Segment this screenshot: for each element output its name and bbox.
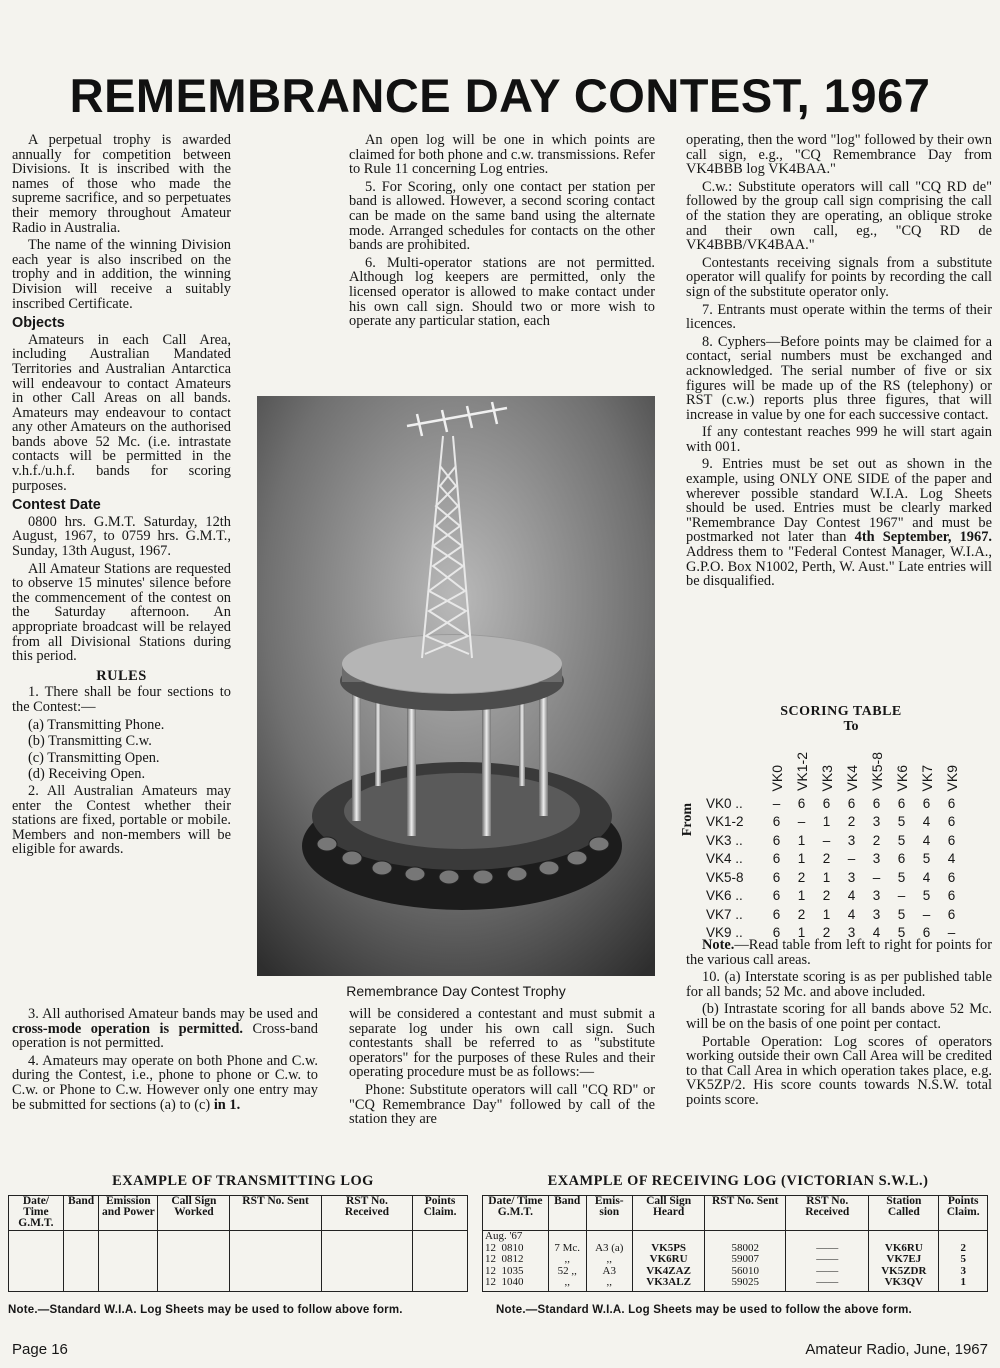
column-2 bbox=[349, 133, 655, 332]
tx-cell bbox=[9, 1231, 64, 1292]
scoring-cell: 6 bbox=[897, 851, 906, 867]
scoring-cell: 3 bbox=[847, 925, 856, 941]
phone-substitute-paragraph: Phone: Substitute operators will call "CQ RD" or "CQ Remembrance Day" followed by call of the station they are bbox=[349, 1081, 655, 1128]
scoring-cell: 6 bbox=[772, 906, 781, 922]
scoring-cell: 6 bbox=[947, 795, 956, 811]
scoring-cell: 3 bbox=[872, 906, 881, 922]
rx-header-rst-received: RST No. Received bbox=[786, 1196, 869, 1231]
scoring-cell: 2 bbox=[822, 925, 831, 941]
scoring-cell: – bbox=[947, 925, 956, 941]
rule-10a: 10. (a) Interstate scoring is as per published table for all bands; 52 Mc. and above included. bbox=[686, 969, 992, 1000]
section-item: (a) Transmitting Phone. bbox=[28, 716, 165, 733]
scoring-cell: 3 bbox=[872, 851, 881, 867]
scoring-column-header bbox=[889, 734, 914, 794]
scoring-table-block bbox=[686, 704, 996, 942]
scoring-row-label: VK1-2 bbox=[706, 814, 744, 830]
objects-paragraph: Amateurs in each Call Area, including Australian Mandated Territories and Australian Antarctica will endeavour to contact Amateurs in other Call Areas on all bands. Amateurs may endeavour to contact any other Amateurs on the authorised bands above 52 Mc. (i.e. intrastate contacts will be permitted in the v.h.f./u.h.f. bands for scoring purposes. bbox=[12, 331, 231, 494]
rx-header-points: Points Claim. bbox=[939, 1196, 988, 1231]
scoring-cell: 2 bbox=[797, 906, 806, 922]
scoring-cell: 5 bbox=[897, 869, 906, 885]
scoring-cell: 6 bbox=[772, 814, 781, 830]
rx-emission-cell: A3 (a) ,, A3 ,, bbox=[586, 1231, 632, 1292]
rules-heading: RULES bbox=[96, 667, 147, 684]
scoring-cell: 2 bbox=[847, 814, 856, 830]
tx-header-call-sign: Call Sign Worked bbox=[158, 1196, 230, 1231]
scoring-cell: 1 bbox=[822, 869, 831, 885]
table-row bbox=[9, 1231, 468, 1292]
scoring-cell: – bbox=[872, 869, 881, 885]
scoring-cell: 6 bbox=[772, 925, 781, 941]
transmitting-log-table bbox=[8, 1195, 468, 1292]
scoring-cell: 6 bbox=[772, 869, 781, 885]
scoring-column-header bbox=[939, 734, 964, 794]
scoring-cell: 6 bbox=[947, 869, 956, 885]
scoring-cell: 4 bbox=[922, 869, 931, 885]
trophy-photo bbox=[257, 396, 655, 976]
section-item: (d) Receiving Open. bbox=[28, 766, 146, 783]
scoring-cell: 5 bbox=[897, 925, 906, 941]
scoring-table-to-label: To bbox=[843, 719, 859, 734]
rule-9: 9. Entries must be set out as shown in the example, using ONLY ONE SIDE of the paper and wherever possible standard W.I.A. Log Sheets should be used. Entries must be clearly marked "Remembrance Day Contest 1967" and must be postmarked not later than 4th September, 1967. Address them to "Federal Contest Manager, W.I.A., G.P.O. Box N1002, Perth, W. Aust." Late entries will be disqualified. bbox=[686, 456, 992, 590]
column-1 bbox=[12, 133, 231, 860]
rx-header-call-sign: Call Sign Heard bbox=[632, 1196, 704, 1231]
scoring-cell: 1 bbox=[797, 888, 806, 904]
scoring-cell: 6 bbox=[947, 814, 956, 830]
scoring-cell: 5 bbox=[897, 814, 906, 830]
scoring-column-label: VK6 bbox=[893, 764, 910, 791]
scoring-cell: 6 bbox=[897, 795, 906, 811]
scoring-cell: 3 bbox=[847, 869, 856, 885]
rx-header-date: Date/ Time G.M.T. bbox=[483, 1196, 549, 1231]
rule-8-reset: If any contestant reaches 999 he will start again with 001. bbox=[686, 424, 992, 455]
contest-date-paragraph: 0800 hrs. G.M.T. Saturday, 12th August, 1967, to 0759 hrs. G.M.T., Sunday, 13th August, 1967. bbox=[12, 513, 231, 560]
rule-3: 3. All authorised Amateur bands may be used and cross-mode operation is permitted. Cross-band operation is not permitted. bbox=[12, 1006, 318, 1052]
contest-date-heading: Contest Date bbox=[12, 497, 101, 514]
scoring-row-label: VK4 .. bbox=[706, 851, 743, 867]
scoring-cell: 6 bbox=[772, 832, 781, 848]
scoring-cell: – bbox=[922, 906, 931, 922]
scoring-cell: 4 bbox=[922, 832, 931, 848]
scoring-table-from-label: From bbox=[680, 803, 695, 837]
scoring-row-label: VK5-8 bbox=[706, 869, 744, 885]
scoring-row-label: VK6 .. bbox=[706, 888, 743, 904]
scoring-cell: 6 bbox=[847, 795, 856, 811]
rule-5: 5. For Scoring, only one contact per station per band is allowed. However, a second scoring contact can be made on the same band using the alternate mode. Arranged schedules for contacts on the other bands are prohibited. bbox=[349, 178, 655, 254]
scoring-cell: – bbox=[847, 851, 856, 867]
tx-header-points: Points Claim. bbox=[413, 1196, 468, 1231]
scoring-note: Note.—Read table from left to right for points for the various call areas. bbox=[686, 937, 992, 968]
scoring-table-title: SCORING TABLE bbox=[780, 704, 902, 719]
phone-substitute-continued: operating, then the word "log" followed by their own call sign, e.g., "CQ Remembrance Day from VK4BBB log VK4BAA." bbox=[686, 132, 992, 178]
rx-header-station-called: Station Called bbox=[869, 1196, 939, 1231]
scoring-column-header bbox=[764, 734, 789, 794]
cw-substitute-paragraph: C.w.: Substitute operators will call "CQ RD de" followed by the group call sign comprising the call of the station they are operating, an oblique stroke and their own call, eg., "CQ RD de VK4BBB/VK4BAA." bbox=[686, 178, 992, 254]
scoring-cell: 6 bbox=[772, 851, 781, 867]
publication-name: Amateur Radio, June, 1967 bbox=[805, 1341, 988, 1358]
rx-rst-sent-cell: 58002 59007 56010 59025 bbox=[705, 1231, 786, 1292]
scoring-cell: 6 bbox=[922, 925, 931, 941]
tx-cell bbox=[99, 1231, 158, 1292]
scoring-column-label: VK0 bbox=[768, 764, 785, 791]
scoring-row-label: VK3 .. bbox=[706, 832, 743, 848]
scoring-cell: 3 bbox=[872, 888, 881, 904]
scoring-column-header bbox=[789, 734, 814, 794]
scoring-cell: – bbox=[797, 814, 806, 830]
scoring-column-label: VK3 bbox=[818, 764, 835, 791]
table-row bbox=[706, 794, 964, 813]
table-row bbox=[706, 850, 964, 869]
scoring-column-label: VK1-2 bbox=[793, 752, 810, 791]
page-number: Page 16 bbox=[12, 1341, 68, 1358]
scoring-cell: 5 bbox=[922, 888, 931, 904]
column-1-lower bbox=[12, 1007, 318, 1115]
winning-division-paragraph: The name of the winning Division each year is also inscribed on the trophy and in addition, the winning Division will receive a suitably inscribed Certificate. bbox=[12, 237, 231, 312]
receiving-paragraph: Contestants receiving signals from a substitute operator will qualify for points by recording the call sign of the substitute operator only. bbox=[686, 254, 992, 300]
transmitting-log-note: Note.—Standard W.I.A. Log Sheets may be used to follow above form. bbox=[8, 1304, 403, 1316]
scoring-cell: 6 bbox=[922, 795, 931, 811]
tx-header-date: Date/ Time G.M.T. bbox=[9, 1196, 64, 1231]
tx-header-emission: Emission and Power bbox=[99, 1196, 158, 1231]
scoring-cell: – bbox=[822, 832, 831, 848]
scoring-cell: – bbox=[772, 795, 781, 811]
rx-rst-received-cell: —— —— —— —— bbox=[786, 1231, 869, 1292]
scoring-column-header bbox=[839, 734, 864, 794]
rx-header-rst-sent: RST No. Sent bbox=[705, 1196, 786, 1231]
scoring-cell: 1 bbox=[822, 906, 831, 922]
scoring-cell: 4 bbox=[922, 814, 931, 830]
scoring-cell: 1 bbox=[822, 814, 831, 830]
scoring-cell: 6 bbox=[872, 795, 881, 811]
scoring-table bbox=[706, 734, 964, 942]
rx-band-cell: 7 Mc. ,, 52 ,, ,, bbox=[548, 1231, 586, 1292]
scoring-cell: 6 bbox=[947, 832, 956, 848]
table-row bbox=[706, 905, 964, 924]
scoring-cell: 2 bbox=[822, 851, 831, 867]
table-row bbox=[483, 1231, 988, 1292]
objects-heading: Objects bbox=[12, 315, 65, 332]
scoring-column-label: VK9 bbox=[943, 764, 960, 791]
tx-cell bbox=[158, 1231, 230, 1292]
scoring-cell: 2 bbox=[872, 832, 881, 848]
scoring-cell: 2 bbox=[822, 888, 831, 904]
scoring-cell: 6 bbox=[797, 795, 806, 811]
scoring-cell: 5 bbox=[922, 851, 931, 867]
scoring-column-header bbox=[814, 734, 839, 794]
rx-date-cell: Aug. '67 12 0810 12 0812 12 1035 12 1040 bbox=[483, 1231, 549, 1292]
section-item: (c) Transmitting Open. bbox=[28, 749, 160, 766]
tx-header-rst-received: RST No. Received bbox=[321, 1196, 412, 1231]
scoring-cell: 4 bbox=[947, 851, 956, 867]
rx-points-cell: 2 5 3 1 bbox=[939, 1231, 988, 1292]
scoring-cell: 1 bbox=[797, 851, 806, 867]
scoring-cell: 4 bbox=[872, 925, 881, 941]
scoring-column-label: VK7 bbox=[918, 764, 935, 791]
scoring-cell: 6 bbox=[947, 906, 956, 922]
scoring-cell: 6 bbox=[947, 888, 956, 904]
table-row bbox=[706, 831, 964, 850]
scoring-cell: – bbox=[897, 888, 906, 904]
rx-header-emission: Emis- sion bbox=[586, 1196, 632, 1231]
scoring-column-header bbox=[914, 734, 939, 794]
tx-header-band: Band bbox=[63, 1196, 98, 1231]
rule-6: 6. Multi-operator stations are not permitted. Although log keepers are permitted, only the licensed operator is allowed to make contact under his own call sign. Should two or more wish to operate any particular station, each bbox=[349, 254, 655, 330]
rule-8: 8. Cyphers—Before points may be claimed for a contact, serial numbers must be exchanged and acknowledged. The serial number of five or six figures will be made up of the RS (telephony) or RST (c.w.) reports plus three figures, that will increase in value by one for each successive contact. bbox=[686, 333, 992, 423]
intro-paragraph: A perpetual trophy is awarded annually for competition between Divisions. It is inscribed with the names of those who made the supreme sacrifice, and so perpetuates their memory throughout Amateur Radio in Australia. bbox=[12, 132, 231, 236]
scoring-cell: 3 bbox=[872, 814, 881, 830]
tx-cell bbox=[230, 1231, 321, 1292]
rx-station-called-cell: VK6RU VK7EJ VK5ZDR VK3QV bbox=[869, 1231, 939, 1292]
rule-7: 7. Entrants must operate within the terms of their licences. bbox=[686, 301, 992, 333]
silence-paragraph: All Amateur Stations are requested to observe 15 minutes' silence before the commencement of the contest on the Saturday afternoon. An appropriate broadcast will be relayed from all Divisional Stations during this period. bbox=[12, 560, 231, 665]
column-3-lower bbox=[686, 938, 992, 1111]
section-item: (b) Transmitting C.w. bbox=[28, 733, 152, 750]
photo-caption: Remembrance Day Contest Trophy bbox=[346, 983, 566, 999]
rx-header-band: Band bbox=[548, 1196, 586, 1231]
column-2-lower bbox=[349, 1007, 655, 1130]
rx-call-sign-cell: VK5PS VK6RU VK4ZAZ VK3ALZ bbox=[632, 1231, 704, 1292]
scoring-cell: 2 bbox=[797, 869, 806, 885]
open-log-paragraph: An open log will be one in which points are claimed for both phone and c.w. transmissions. Refer to Rule 11 concerning Log entries. bbox=[349, 132, 655, 178]
rule-10b: (b) Intrastate scoring for all bands above 52 Mc. will be on the basis of one point per contact. bbox=[686, 1001, 992, 1032]
rule-4: 4. Amateurs may operate on both Phone and C.w. during the Contest, i.e., phone to phone or C.w. to C.w. or Phone to C.w. However only one entry may be submitted for sections (a) to (c) in 1. bbox=[12, 1052, 318, 1113]
scoring-cell: 1 bbox=[797, 832, 806, 848]
scoring-cell: 6 bbox=[772, 888, 781, 904]
table-row bbox=[706, 868, 964, 887]
scoring-cell: 1 bbox=[797, 925, 806, 941]
scoring-row-label: VK7 .. bbox=[706, 906, 743, 922]
corner-cell bbox=[706, 734, 764, 794]
tx-cell bbox=[321, 1231, 412, 1292]
rule-1: 1. There shall be four sections to the Contest:— bbox=[12, 684, 231, 715]
scoring-cell: 4 bbox=[847, 906, 856, 922]
scoring-cell: 5 bbox=[897, 832, 906, 848]
tx-cell bbox=[413, 1231, 468, 1292]
rule-6-continued: will be considered a contestant and must submit a separate log under his own call sign. Such contestants shall be referred to as "substitute operators" for the purposes of these Rules and their operating procedure must be as follows:— bbox=[349, 1006, 655, 1081]
scoring-cell: 3 bbox=[847, 832, 856, 848]
scoring-cell: 4 bbox=[847, 888, 856, 904]
scoring-row-label: VK0 .. bbox=[706, 795, 743, 811]
scoring-cell: 6 bbox=[822, 795, 831, 811]
table-row bbox=[706, 813, 964, 832]
scoring-row-label: VK9 .. bbox=[706, 925, 743, 941]
trophy-illustration bbox=[257, 396, 655, 976]
receiving-log-note: Note.—Standard W.I.A. Log Sheets may be used to follow the above form. bbox=[496, 1304, 912, 1316]
scoring-column-label: VK5-8 bbox=[868, 752, 885, 791]
column-3 bbox=[686, 133, 992, 592]
scoring-column-header bbox=[864, 734, 889, 794]
tx-header-rst-sent: RST No. Sent bbox=[230, 1196, 321, 1231]
portable-operation: Portable Operation: Log scores of operators working outside their own Call Area will be credited to that Call Area in which operation takes place, e.g. VK5ZP/2. His score counts towards N.S.W. total points score. bbox=[686, 1033, 992, 1108]
rule-2: 2. All Australian Amateurs may enter the Contest whether their stations are fixed, portable or mobile. Members and non-members will be eligible for awards. bbox=[12, 782, 231, 858]
tx-cell bbox=[63, 1231, 98, 1292]
page-title: REMEMBRANCE DAY CONTEST, 1967 bbox=[69, 69, 931, 122]
scoring-cell: 5 bbox=[897, 906, 906, 922]
transmitting-log-title: EXAMPLE OF TRANSMITTING LOG bbox=[112, 1173, 374, 1189]
scoring-column-label: VK4 bbox=[843, 764, 860, 791]
receiving-log-title: EXAMPLE OF RECEIVING LOG (VICTORIAN S.W.L.) bbox=[547, 1173, 929, 1189]
table-row bbox=[706, 887, 964, 906]
receiving-log-table bbox=[482, 1195, 988, 1292]
